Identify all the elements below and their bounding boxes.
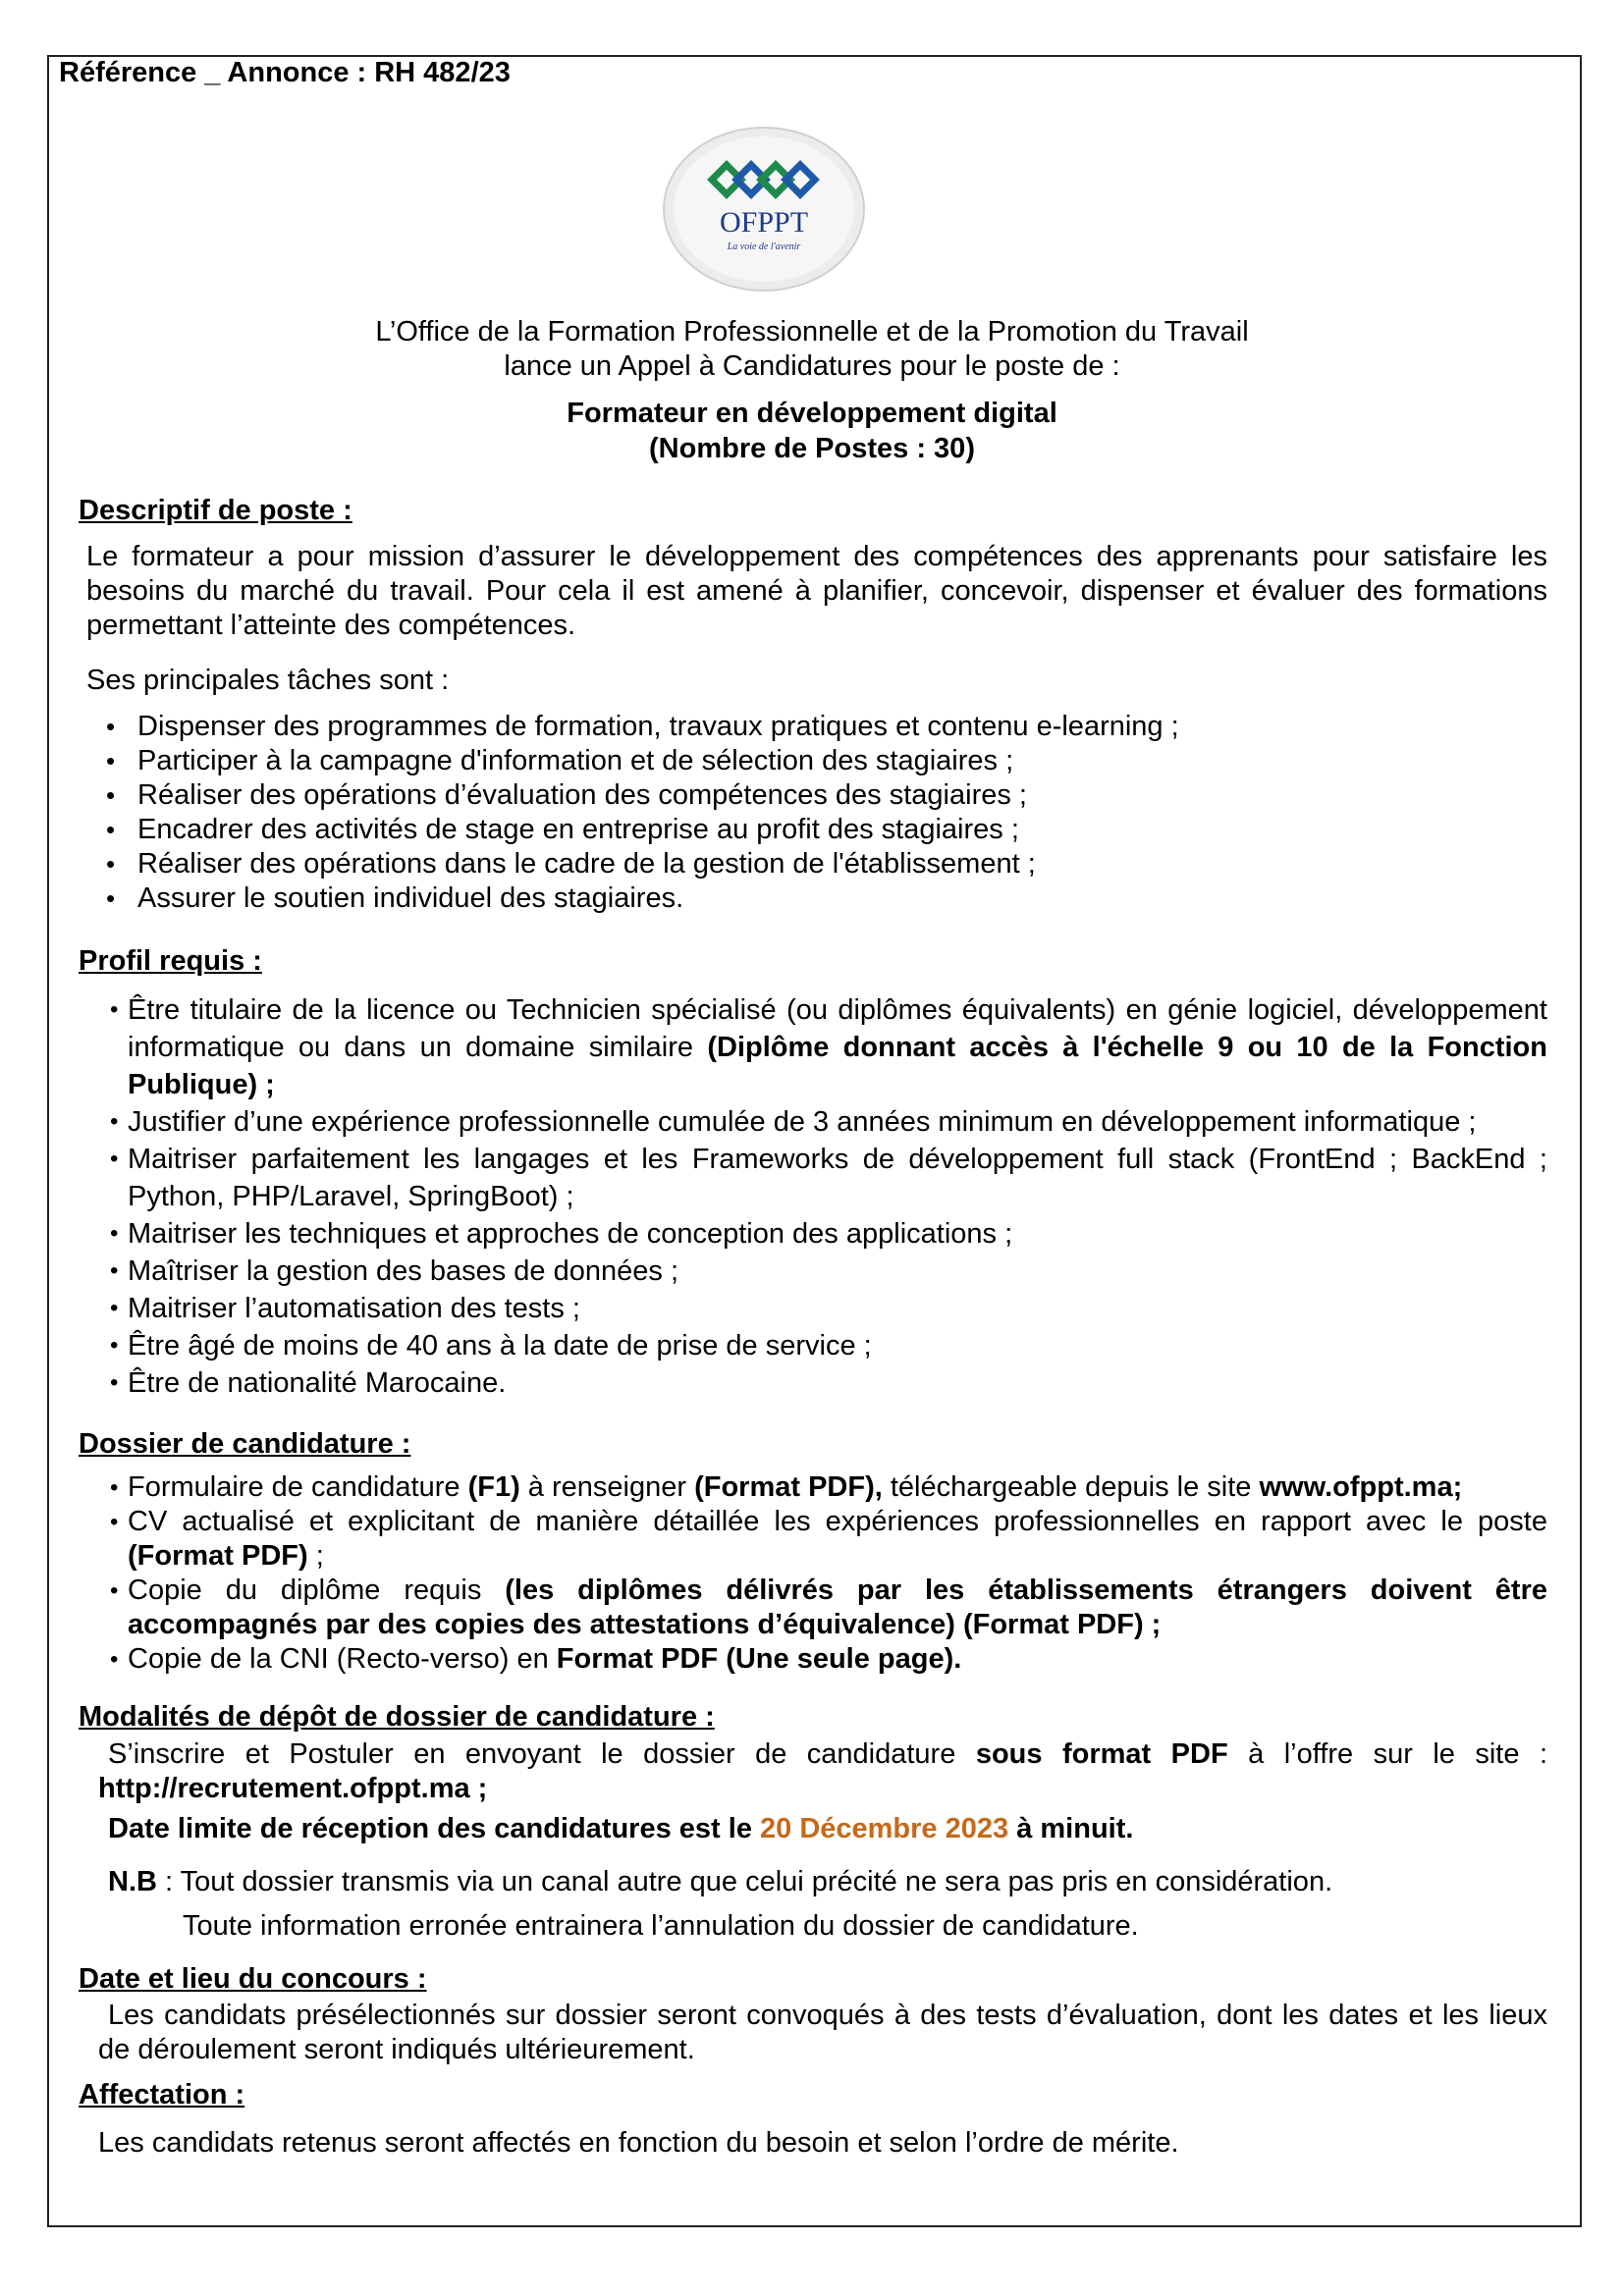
text: Date limite de réception des candidatures est le [108,1813,760,1844]
text: à minuit. [1008,1813,1134,1844]
text: (F1) [467,1471,520,1503]
intro-line-2: lance un Appel à Candidatures pour le poste de : [504,350,1120,382]
intro-line-1: L’Office de la Formation Professionnelle et de la Promotion du Travail [375,316,1249,347]
ofppt-logo [661,126,867,293]
svg-text:OFPPT: OFPPT [719,206,809,239]
heading-modalites: Modalités de dépôt de dossier de candidature : [79,1701,715,1733]
list-item: • Maitriser parfaitement les langages et les Frameworks de développement full stack (FrontEnd ; BackEnd ; Python, PHP/Laravel, SpringBoot) ; [110,1141,1547,1215]
list-item [110,1505,1547,1574]
text: téléchargeable depuis le site [882,1471,1260,1503]
text: Formulaire de candidature [128,1471,468,1503]
nb-line-1 [108,1865,1332,1899]
dossier-list [110,1470,1547,1677]
text: CV actualisé et explicitant de manière détaillée les expériences professionnelles en rapport avec le poste [128,1506,1547,1537]
list-item [110,1470,1547,1505]
nb-label: N.B [108,1866,157,1897]
heading-concours: Date et lieu du concours : [79,1963,427,1995]
list-item: • Maîtriser la gestion des bases de données ; [110,1253,1547,1290]
text: (Format PDF) [128,1540,308,1572]
site-url: http://recrutement.ofppt.ma ; [98,1773,488,1804]
text: (Format PDF), [694,1471,883,1503]
taches-list [88,710,1542,916]
text: sous format PDF [975,1738,1228,1770]
heading-descriptif: Descriptif de poste : [79,495,352,526]
text: Copie du diplôme requis [128,1575,506,1606]
deadline-date: 20 Décembre 2023 [760,1813,1009,1844]
heading-profil: Profil requis : [79,945,262,977]
list-item: • Réaliser des opérations dans le cadre de la gestion de l'établissement ; [88,847,1542,881]
text: (les diplômes délivrés par les établissements étrangers doivent être accompagnés par des copies des attestations d’équivalence) (Format PDF) ; [128,1575,1547,1640]
deadline-line [108,1812,1133,1846]
text: ; [307,1540,324,1572]
list-item: • Être de nationalité Marocaine. [110,1364,1547,1402]
list-item: • Maitriser les techniques et approches de conception des applications ; [110,1215,1547,1253]
heading-dossier: Dossier de candidature : [79,1428,411,1460]
reference-number: Référence _ Annonce : RH 482/23 [59,57,511,88]
profil-item-bold: (Diplôme donnant accès à l'échelle 9 ou 10 de la Fonction Publique) ; [128,1032,1547,1100]
job-count: (Nombre de Postes : 30) [649,433,975,464]
text: Copie de la CNI (Recto-verso) en [128,1643,557,1675]
list-item [110,991,1547,1103]
list-item: • Justifier d’une expérience professionnelle cumulée de 3 années minimum en développement informatique ; [110,1103,1547,1141]
text: à l’offre sur le site : [1227,1738,1547,1770]
list-item: • Dispenser des programmes de formation, travaux pratiques et contenu e-learning ; [88,710,1542,744]
text: S’inscrire et Postuler en envoyant le dossier de candidature [108,1738,976,1770]
list-item: • Être âgé de moins de 40 ans à la date de prise de service ; [110,1327,1547,1364]
profil-item-text: Être titulaire de la licence ou Technicien spécialisé (ou diplômes équivalents) en génie logiciel, développement informatique ou dans un domaine similaire [128,994,1547,1063]
text: : Tout dossier transmis via un canal autre que celui précité ne sera pas pris en considération. [156,1866,1333,1897]
concours-paragraph: Les candidats présélectionnés sur dossier seront convoqués à des tests d’évaluation, dont les dates et les lieux de déroulement seront indiqués ultérieurement. [98,2000,1547,2065]
taches-intro: Ses principales tâches sont : [86,665,450,696]
text: Format PDF (Une seule page). [556,1643,962,1675]
nb-line-2: Toute information erronée entrainera l’annulation du dossier de candidature. [183,1910,1139,1942]
job-title: Formateur en développement digital [567,398,1057,429]
descriptif-paragraph: Le formateur a pour mission d’assurer le développement des compétences des apprenants pour satisfaire les besoins du marché du travail. Pour cela il est amené à planifier, concevoir, dispenser et évaluer des formations permettant l’atteinte des compétences. [86,541,1547,641]
list-item: • Maitriser l’automatisation des tests ; [110,1290,1547,1327]
svg-text:La voie de l'avenir: La voie de l'avenir [727,241,801,252]
list-item: • Assurer le soutien individuel des stagiaires. [88,881,1542,916]
profil-list [110,991,1547,1402]
heading-affectation: Affectation : [79,2079,245,2110]
list-item [110,1574,1547,1642]
list-item [110,1642,1547,1677]
modalites-paragraph [98,1737,1547,1806]
list-item: • Réaliser des opérations d’évaluation des compétences des stagiaires ; [88,778,1542,813]
text: à renseigner [519,1471,695,1503]
list-item: • Participer à la campagne d'information et de sélection des stagiaires ; [88,744,1542,778]
site-url: www.ofppt.ma; [1259,1471,1463,1503]
list-item: • Encadrer des activités de stage en entreprise au profit des stagiaires ; [88,813,1542,847]
affectation-paragraph: Les candidats retenus seront affectés en fonction du besoin et selon l’ordre de mérite. [98,2127,1179,2159]
